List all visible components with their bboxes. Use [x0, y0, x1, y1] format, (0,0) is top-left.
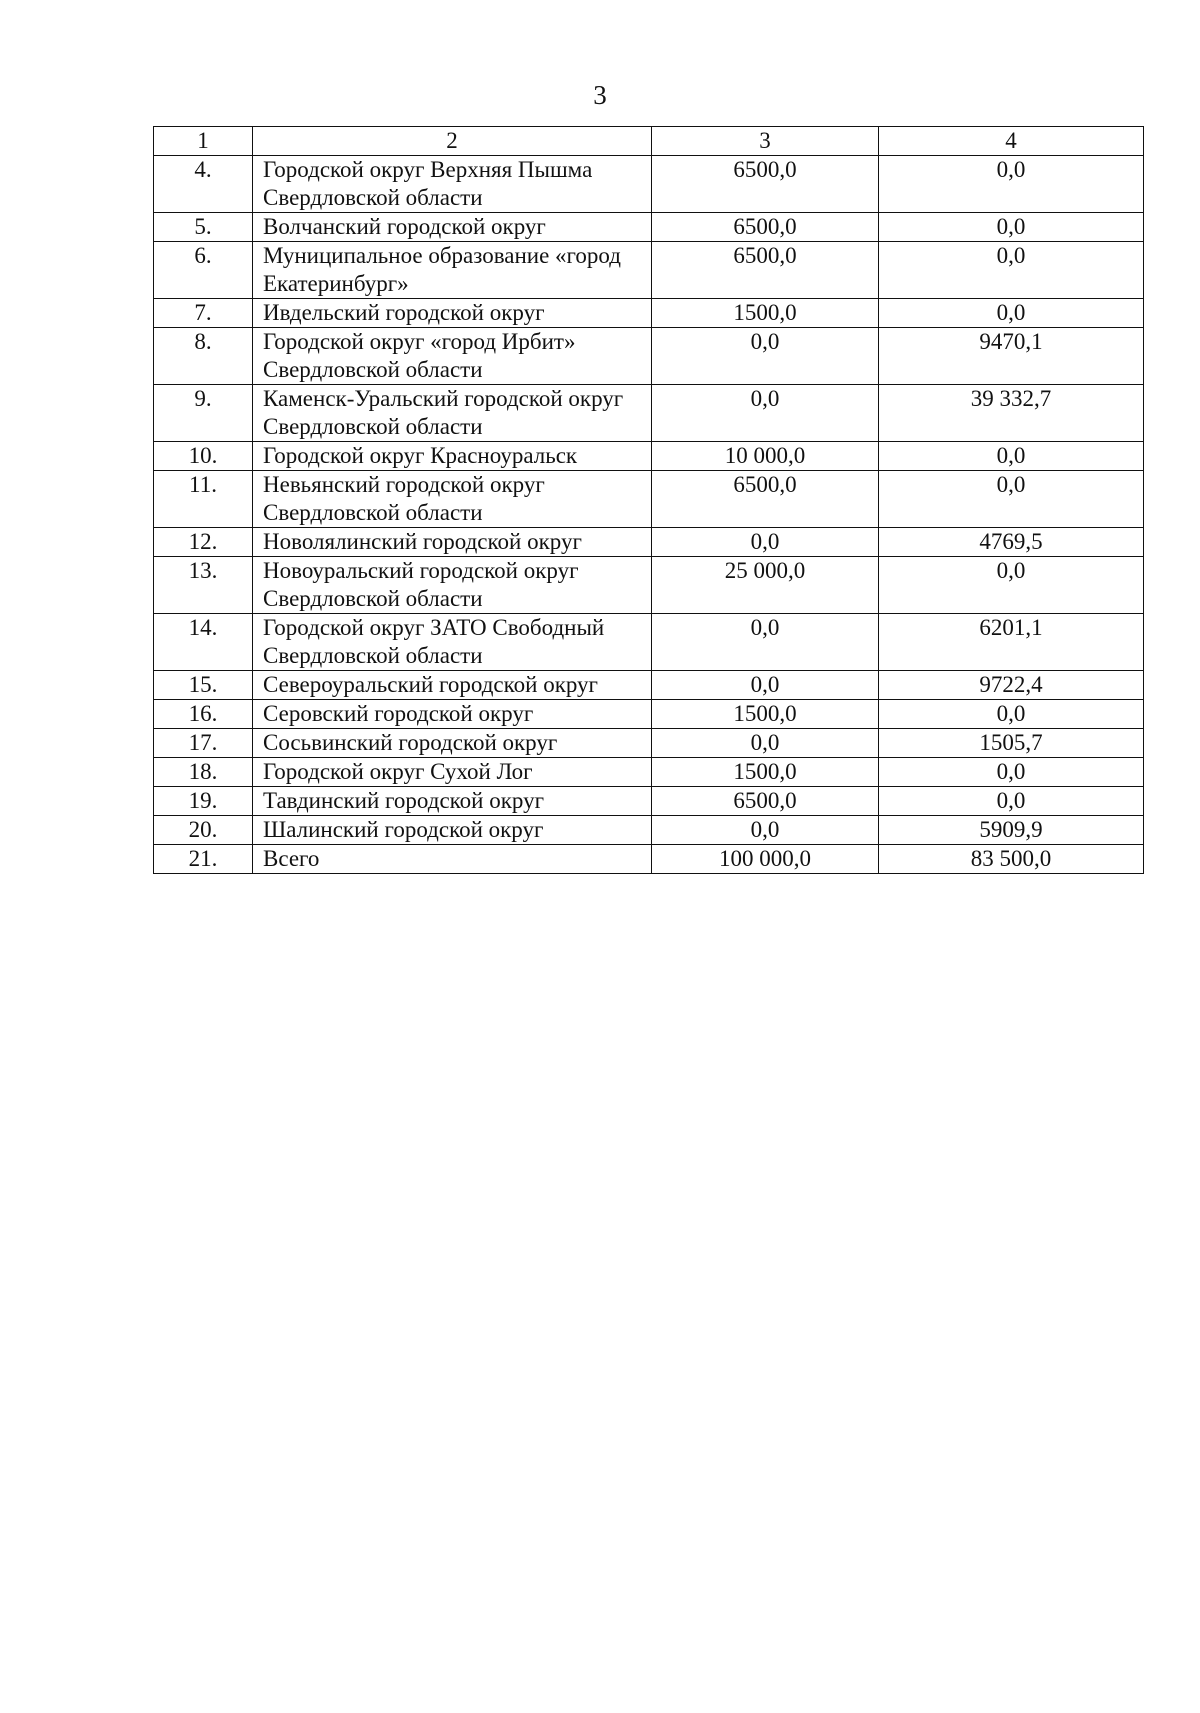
header-cell: 3	[652, 127, 879, 156]
column-3-value-cell: 0,0	[652, 816, 879, 845]
table-row	[154, 845, 1144, 874]
row-number-cell: 19.	[154, 787, 253, 816]
municipality-name-cell: Шалинский городской округ	[253, 816, 652, 845]
municipality-name-cell: Ивдельский городской округ	[253, 299, 652, 328]
municipality-name-cell: Городской округ Верхняя Пышма Свердловской области	[253, 156, 652, 213]
column-4-value-cell: 0,0	[879, 700, 1144, 729]
row-number-cell: 14.	[154, 614, 253, 671]
table-row	[154, 242, 1144, 299]
row-number-cell: 8.	[154, 328, 253, 385]
column-3-value-cell: 25 000,0	[652, 557, 879, 614]
column-3-value-cell: 6500,0	[652, 242, 879, 299]
row-number-cell: 7.	[154, 299, 253, 328]
row-number-cell: 5.	[154, 213, 253, 242]
column-4-value-cell: 9470,1	[879, 328, 1144, 385]
column-3-value-cell: 1500,0	[652, 700, 879, 729]
row-number-cell: 16.	[154, 700, 253, 729]
column-4-value-cell: 0,0	[879, 156, 1144, 213]
column-3-value-cell: 6500,0	[652, 213, 879, 242]
row-number-cell: 21.	[154, 845, 253, 874]
allocation-table	[153, 126, 1144, 874]
column-3-value-cell: 0,0	[652, 328, 879, 385]
column-3-value-cell: 0,0	[652, 385, 879, 442]
municipality-name-cell: Тавдинский городской округ	[253, 787, 652, 816]
table-row	[154, 299, 1144, 328]
page-number: 3	[593, 80, 607, 110]
municipality-name-cell: Городской округ Сухой Лог	[253, 758, 652, 787]
municipality-name-cell: Каменск-Уральский городской округ Свердловской области	[253, 385, 652, 442]
table-row	[154, 787, 1144, 816]
table-row	[154, 557, 1144, 614]
column-4-value-cell: 6201,1	[879, 614, 1144, 671]
column-4-value-cell: 0,0	[879, 299, 1144, 328]
header-cell: 2	[253, 127, 652, 156]
column-4-value-cell: 0,0	[879, 213, 1144, 242]
table-row	[154, 471, 1144, 528]
row-number-cell: 18.	[154, 758, 253, 787]
header-cell: 1	[154, 127, 253, 156]
table-row	[154, 528, 1144, 557]
table-row	[154, 156, 1144, 213]
table-row	[154, 700, 1144, 729]
row-number-cell: 11.	[154, 471, 253, 528]
municipality-name-cell: Серовский городской округ	[253, 700, 652, 729]
table-row	[154, 213, 1144, 242]
municipality-name-cell: Сосьвинский городской округ	[253, 729, 652, 758]
row-number-cell: 17.	[154, 729, 253, 758]
table-row	[154, 671, 1144, 700]
column-3-value-cell: 100 000,0	[652, 845, 879, 874]
row-number-cell: 12.	[154, 528, 253, 557]
table-row	[154, 328, 1144, 385]
row-number-cell: 9.	[154, 385, 253, 442]
column-3-value-cell: 6500,0	[652, 787, 879, 816]
column-4-value-cell: 1505,7	[879, 729, 1144, 758]
row-number-cell: 20.	[154, 816, 253, 845]
column-3-value-cell: 1500,0	[652, 299, 879, 328]
column-3-value-cell: 6500,0	[652, 156, 879, 213]
table-row	[154, 614, 1144, 671]
column-4-value-cell: 0,0	[879, 787, 1144, 816]
table-row	[154, 729, 1144, 758]
column-4-value-cell: 5909,9	[879, 816, 1144, 845]
row-number-cell: 13.	[154, 557, 253, 614]
municipality-name-cell: Муниципальное образование «город Екатеринбург»	[253, 242, 652, 299]
municipality-name-cell: Новоуральский городской округ Свердловской области	[253, 557, 652, 614]
municipality-name-cell: Невьянский городской округ Свердловской области	[253, 471, 652, 528]
municipality-name-cell: Новолялинский городской округ	[253, 528, 652, 557]
column-3-value-cell: 0,0	[652, 614, 879, 671]
column-4-value-cell: 0,0	[879, 557, 1144, 614]
column-4-value-cell: 4769,5	[879, 528, 1144, 557]
municipality-name-cell: Городской округ «город Ирбит» Свердловской области	[253, 328, 652, 385]
row-number-cell: 6.	[154, 242, 253, 299]
column-4-value-cell: 9722,4	[879, 671, 1144, 700]
column-4-value-cell: 39 332,7	[879, 385, 1144, 442]
column-3-value-cell: 0,0	[652, 729, 879, 758]
table-row	[154, 442, 1144, 471]
column-3-value-cell: 0,0	[652, 671, 879, 700]
row-number-cell: 10.	[154, 442, 253, 471]
table-row	[154, 816, 1144, 845]
column-3-value-cell: 0,0	[652, 528, 879, 557]
row-number-cell: 15.	[154, 671, 253, 700]
table-header-row	[154, 127, 1144, 156]
municipality-name-cell: Волчанский городской округ	[253, 213, 652, 242]
column-3-value-cell: 1500,0	[652, 758, 879, 787]
municipality-name-cell: Североуральский городской округ	[253, 671, 652, 700]
column-4-value-cell: 0,0	[879, 242, 1144, 299]
municipality-name-cell: Городской округ ЗАТО Свободный Свердловской области	[253, 614, 652, 671]
column-4-value-cell: 0,0	[879, 442, 1144, 471]
table-row	[154, 385, 1144, 442]
column-4-value-cell: 83 500,0	[879, 845, 1144, 874]
table-row	[154, 758, 1144, 787]
row-number-cell: 4.	[154, 156, 253, 213]
municipality-name-cell: Городской округ Красноуральск	[253, 442, 652, 471]
column-3-value-cell: 6500,0	[652, 471, 879, 528]
column-4-value-cell: 0,0	[879, 758, 1144, 787]
column-3-value-cell: 10 000,0	[652, 442, 879, 471]
header-cell: 4	[879, 127, 1144, 156]
municipality-name-cell: Всего	[253, 845, 652, 874]
column-4-value-cell: 0,0	[879, 471, 1144, 528]
